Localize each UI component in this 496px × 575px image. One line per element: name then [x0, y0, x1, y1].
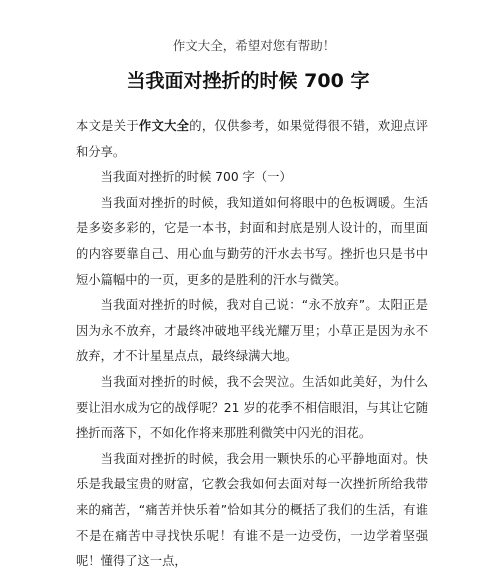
intro-keyword: 作文大全	[138, 119, 190, 133]
header-tagline: 作文大全，希望对您有帮助！	[172, 38, 336, 53]
page-header	[0, 36, 496, 54]
body-paragraph: 当我面对挫折的时候，我知道如何将眼中的色板调暖。生活是多姿多彩的，它是一本书，封面和封底是别人设计的，而里面的内容要靠自己、用心血与勤劳的汗水去书写。挫折也只是书中短小篇幅中的一页，更多的是胜利的汗水与微笑。	[76, 195, 428, 287]
article-title: 当我面对挫折的时候 700 字	[126, 70, 370, 92]
body-paragraph: 当我面对挫折的时候，我会用一颗快乐的心平静地面对。快乐是我最宝贵的财富，它教会我如何去面对每一次挫折所给我带来的痛苦，“痛苦并快乐着”恰如其分的概括了我们的生活，有谁不是在痛苦中寻找快乐呢！有谁不是一边受伤，一边学着坚强呢！懂得了这一点，	[76, 451, 428, 569]
intro-paragraph	[76, 114, 428, 165]
body-paragraph: 当我面对挫折的时候，我不会哭泣。生活如此美好，为什么要让泪水成为它的战俘呢？21 岁的花季不相信眼泪，与其让它随挫折而落下，不如化作将来那胜利微笑中闪光的泪花。	[76, 374, 428, 441]
body-paragraph: 当我面对挫折的时候，我对自己说：“永不放弃”。太阳正是因为永不放弃，才最终冲破地平线光耀万里；小草正是因为永不放弃，才不计星星点点，最终绿满大地。	[76, 298, 428, 364]
section-heading: 当我面对挫折的时候 700 字（一）	[100, 170, 292, 185]
intro-suffix: 的，仅供参考，如果觉得很不错，欢迎点评和分享。	[76, 119, 428, 159]
intro-prefix: 本文是关于	[76, 119, 139, 133]
article-body	[76, 114, 428, 575]
